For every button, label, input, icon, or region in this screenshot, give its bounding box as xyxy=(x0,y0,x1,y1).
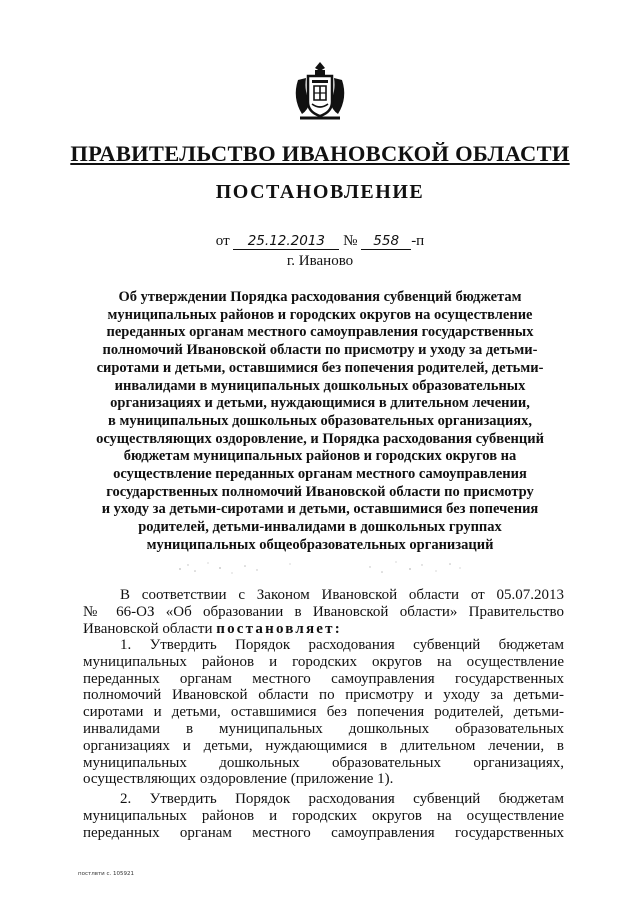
date-number-line xyxy=(0,233,640,250)
title-line: переданных органам местного самоуправления государственных xyxy=(106,324,534,341)
item-line: полномочий Ивановской области по присмотру и уходу за детьми- xyxy=(83,687,564,704)
preamble-subject: Ивановской области xyxy=(83,620,213,637)
title-line: в муниципальных дошкольных образовательных организациях, xyxy=(108,412,532,429)
preamble-line: В соответствии с Законом Ивановской области от 05.07.2013 xyxy=(120,587,564,603)
item-line: 1. Утвердить Порядок расходования субвенций бюджетам xyxy=(120,637,564,653)
title-line: муниципальных районов и городских округов на осуществление xyxy=(107,306,533,323)
title-line: организациях и детьми, нуждающимися в длительном лечении, xyxy=(110,395,530,412)
resolution-title xyxy=(80,289,560,555)
item-line: переданных органам местного самоуправления государственных xyxy=(83,824,564,841)
item-line: инвалидами в муниципальных дошкольных образовательных xyxy=(83,720,564,737)
document-type: ПОСТАНОВЛЕНИЕ xyxy=(215,181,425,203)
item-1 xyxy=(83,637,564,788)
item-line: организациях и детьми, нуждающимися в длительном лечении, в xyxy=(83,737,564,754)
title-line: полномочий Ивановской области по присмотру и уходу за детьми- xyxy=(102,342,538,359)
handwritten-number: 558 xyxy=(361,234,411,250)
preamble xyxy=(83,587,564,637)
title-line: и уходу за детьми-сиротами и детьми, оставшимися без попечения xyxy=(101,501,539,518)
title-line: Об утверждении Порядка расходования субвенций бюджетам xyxy=(118,289,522,305)
item-line: осуществляющих оздоровление (приложение 1). xyxy=(83,771,394,788)
preamble-line xyxy=(83,621,564,638)
resolves-word: постановляет: xyxy=(216,620,342,637)
scan-artifact xyxy=(160,553,480,579)
item-line: сиротами и детьми, оставшимися без попечения родителей, детьми- xyxy=(83,704,564,721)
date-prefix: от xyxy=(215,233,230,249)
handwritten-date: 25.12.2013 xyxy=(233,234,339,250)
title-line: осуществление переданных органам местного самоуправления xyxy=(113,466,527,483)
footer-code: постлвти с. 105921 xyxy=(78,871,134,877)
number-suffix: -п xyxy=(411,233,425,249)
title-line: инвалидами в муниципальных дошкольных образовательных xyxy=(114,377,526,394)
title-line: муниципальных общеобразовательных организаций xyxy=(146,536,494,553)
coat-of-arms-emblem xyxy=(288,58,352,122)
item-line: муниципальных дошкольных образовательных организациях, xyxy=(83,754,564,771)
title-line: родителей, детьми-инвалидами в дошкольных группах xyxy=(138,519,502,536)
title-line: бюджетам муниципальных районов и городских округов на xyxy=(123,448,517,465)
number-sign: № xyxy=(343,233,358,249)
item-line: 2. Утвердить Порядок расходования субвенций бюджетам xyxy=(120,791,564,807)
government-title: ПРАВИТЕЛЬСТВО ИВАНОВСКОЙ ОБЛАСТИ xyxy=(70,141,570,166)
title-line: сиротами и детьми, оставшимися без попечения родителей, детьми- xyxy=(96,359,544,376)
item-2 xyxy=(83,791,564,841)
title-line: осуществляющих оздоровление, и Порядка расходования субвенций xyxy=(96,430,544,447)
city: г. Иваново xyxy=(286,253,354,269)
item-line: переданных органам местного самоуправления государственных xyxy=(83,670,564,687)
preamble-line: № 66-ОЗ «Об образовании в Ивановской области» Правительство xyxy=(83,603,564,620)
title-line: государственных полномочий Ивановской области по присмотру xyxy=(106,483,534,500)
item-line: муниципальных районов и городских округов на осуществление xyxy=(83,653,564,670)
item-line: муниципальных районов и городских округов на осуществление xyxy=(83,807,564,824)
